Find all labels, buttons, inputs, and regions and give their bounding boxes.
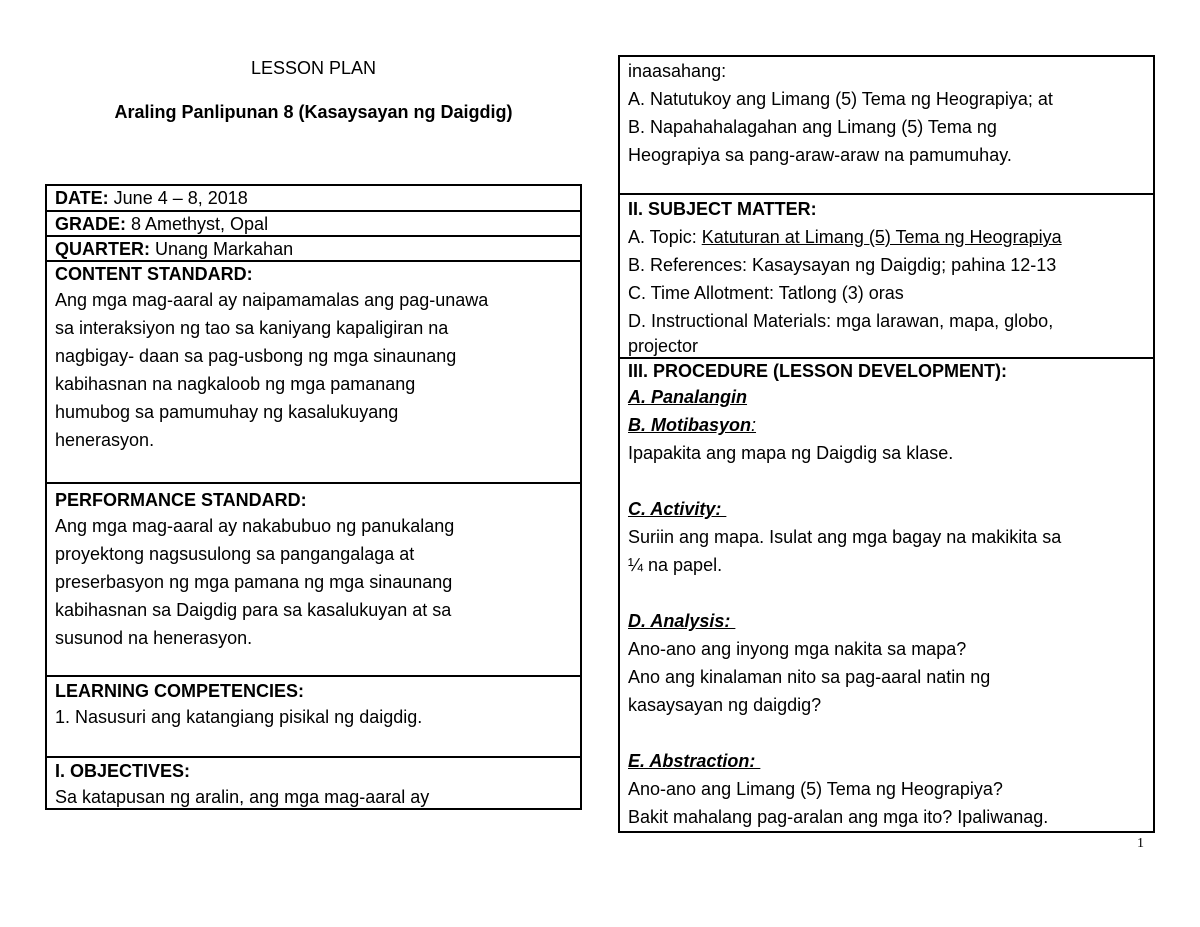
analysis-text-line: Ano-ano ang inyong mga nakita sa mapa?: [628, 639, 967, 659]
topic-prefix: A. Topic:: [628, 227, 702, 247]
activity-text-line: Suriin ang mapa. Isulat ang mga bagay na makikita sa: [628, 527, 1062, 547]
grade-label: GRADE:: [55, 214, 126, 234]
content-standard-heading: CONTENT STANDARD:: [55, 264, 253, 284]
analysis-text-line: Ano ang kinalaman nito sa pag-aaral natin ng: [628, 667, 991, 687]
procedure-heading: III. PROCEDURE (LESSON DEVELOPMENT):: [628, 361, 1008, 381]
right-lesson-table: [618, 55, 1155, 833]
performance-standard-line: susunod na henerasyon.: [55, 628, 253, 648]
content-standard-section: [47, 260, 580, 483]
learning-competencies-heading: LEARNING COMPETENCIES:: [55, 681, 305, 701]
activity-text-line: ¼ na papel.: [628, 555, 723, 575]
abstraction-heading: E. Abstraction:: [628, 751, 761, 771]
panalangin-heading: A. Panalangin: [628, 387, 748, 407]
content-standard-line: sa interaksiyon ng tao sa kaniyang kapaligiran na: [55, 318, 449, 338]
content-standard-line: Ang mga mag-aaral ay naipamamalas ang pag-unawa: [55, 290, 489, 310]
objectives-continued-line: Heograpiya sa pang-araw-araw na pamumuhay.: [628, 145, 1012, 165]
spacer: [628, 719, 1145, 747]
subject-matter-line: B. References: Kasaysayan ng Daigdig; pahina 12-13: [628, 255, 1057, 275]
learning-competency-item: 1. Nasusuri ang katangiang pisikal ng daigdig.: [55, 707, 423, 727]
subject-matter-heading: II. SUBJECT MATTER:: [628, 199, 817, 219]
learning-competencies-section: [47, 675, 580, 758]
abstraction-text-line: Ano-ano ang Limang (5) Tema ng Heograpiya?: [628, 779, 1003, 799]
spacer: [628, 579, 1145, 607]
quarter-label: QUARTER:: [55, 239, 150, 259]
objectives-section: [47, 756, 580, 808]
objectives-continued-section: [620, 57, 1153, 195]
page-number: 1: [1137, 836, 1144, 851]
left-lesson-table: [45, 184, 582, 810]
motibasyon-heading-line: [628, 411, 1145, 439]
motibasyon-colon: :: [751, 415, 757, 435]
performance-standard-section: [47, 482, 580, 677]
quarter-row: [47, 235, 580, 261]
content-standard-line: kabihasnan na nagkaloob ng mga pamanang: [55, 374, 416, 394]
objectives-continued-line: B. Napahahalagahan ang Limang (5) Tema ng: [628, 117, 997, 137]
performance-standard-line: Ang mga mag-aaral ay nakabubuo ng panukalang: [55, 516, 455, 536]
content-standard-line: humubog sa pamumuhay ng kasalukuyang: [55, 402, 399, 422]
topic-value: Katuturan at Limang (5) Tema ng Heograpiya: [701, 227, 1062, 247]
grade-row: [47, 210, 580, 236]
subject-matter-section: [620, 193, 1153, 359]
page-subtitle: Araling Panlipunan 8 (Kasaysayan ng Daigdig): [114, 102, 513, 122]
motibasyon-heading: B. Motibasyon: [628, 415, 752, 435]
date-row: [47, 186, 580, 211]
objectives-continued-line: A. Natutukoy ang Limang (5) Tema ng Heograpiya; at: [628, 89, 1053, 109]
analysis-text-line: kasaysayan ng daigdig?: [628, 695, 822, 715]
page-title: LESSON PLAN: [250, 58, 377, 78]
quarter-value: Unang Markahan: [150, 239, 294, 259]
performance-standard-line: kabihasnan sa Daigdig para sa kasalukuyan at sa: [55, 600, 452, 620]
procedure-section: [620, 357, 1153, 831]
spacer: [628, 467, 1145, 495]
subject-matter-topic: [628, 223, 1145, 251]
performance-standard-line: proyektong nagsusulong sa pangangalaga at: [55, 544, 415, 564]
analysis-heading: D. Analysis:: [628, 611, 736, 631]
performance-standard-heading: PERFORMANCE STANDARD:: [55, 490, 307, 510]
subject-matter-line: C. Time Allotment: Tatlong (3) oras: [628, 283, 904, 303]
objectives-continued-line: inaasahang:: [628, 61, 727, 81]
objectives-intro: Sa katapusan ng aralin, ang mga mag-aaral ay: [55, 787, 430, 807]
subject-matter-line: D. Instructional Materials: mga larawan, mapa, globo,: [628, 311, 1054, 331]
performance-standard-line: preserbasyon ng mga pamana ng mga sinaunang: [55, 572, 453, 592]
date-value: June 4 – 8, 2018: [108, 188, 248, 208]
grade-value: 8 Amethyst, Opal: [126, 214, 269, 234]
date-label: DATE:: [55, 188, 109, 208]
abstraction-text-line: Bakit mahalang pag-aralan ang mga ito? Ipaliwanag.: [628, 807, 1049, 827]
content-standard-line: nagbigay- daan sa pag-usbong ng mga sinaunang: [55, 346, 457, 366]
activity-heading: C. Activity:: [628, 499, 727, 519]
objectives-heading: I. OBJECTIVES:: [55, 761, 191, 781]
motibasyon-text: Ipapakita ang mapa ng Daigdig sa klase.: [628, 443, 954, 463]
content-standard-line: henerasyon.: [55, 430, 155, 450]
subject-matter-line: projector: [628, 336, 699, 356]
